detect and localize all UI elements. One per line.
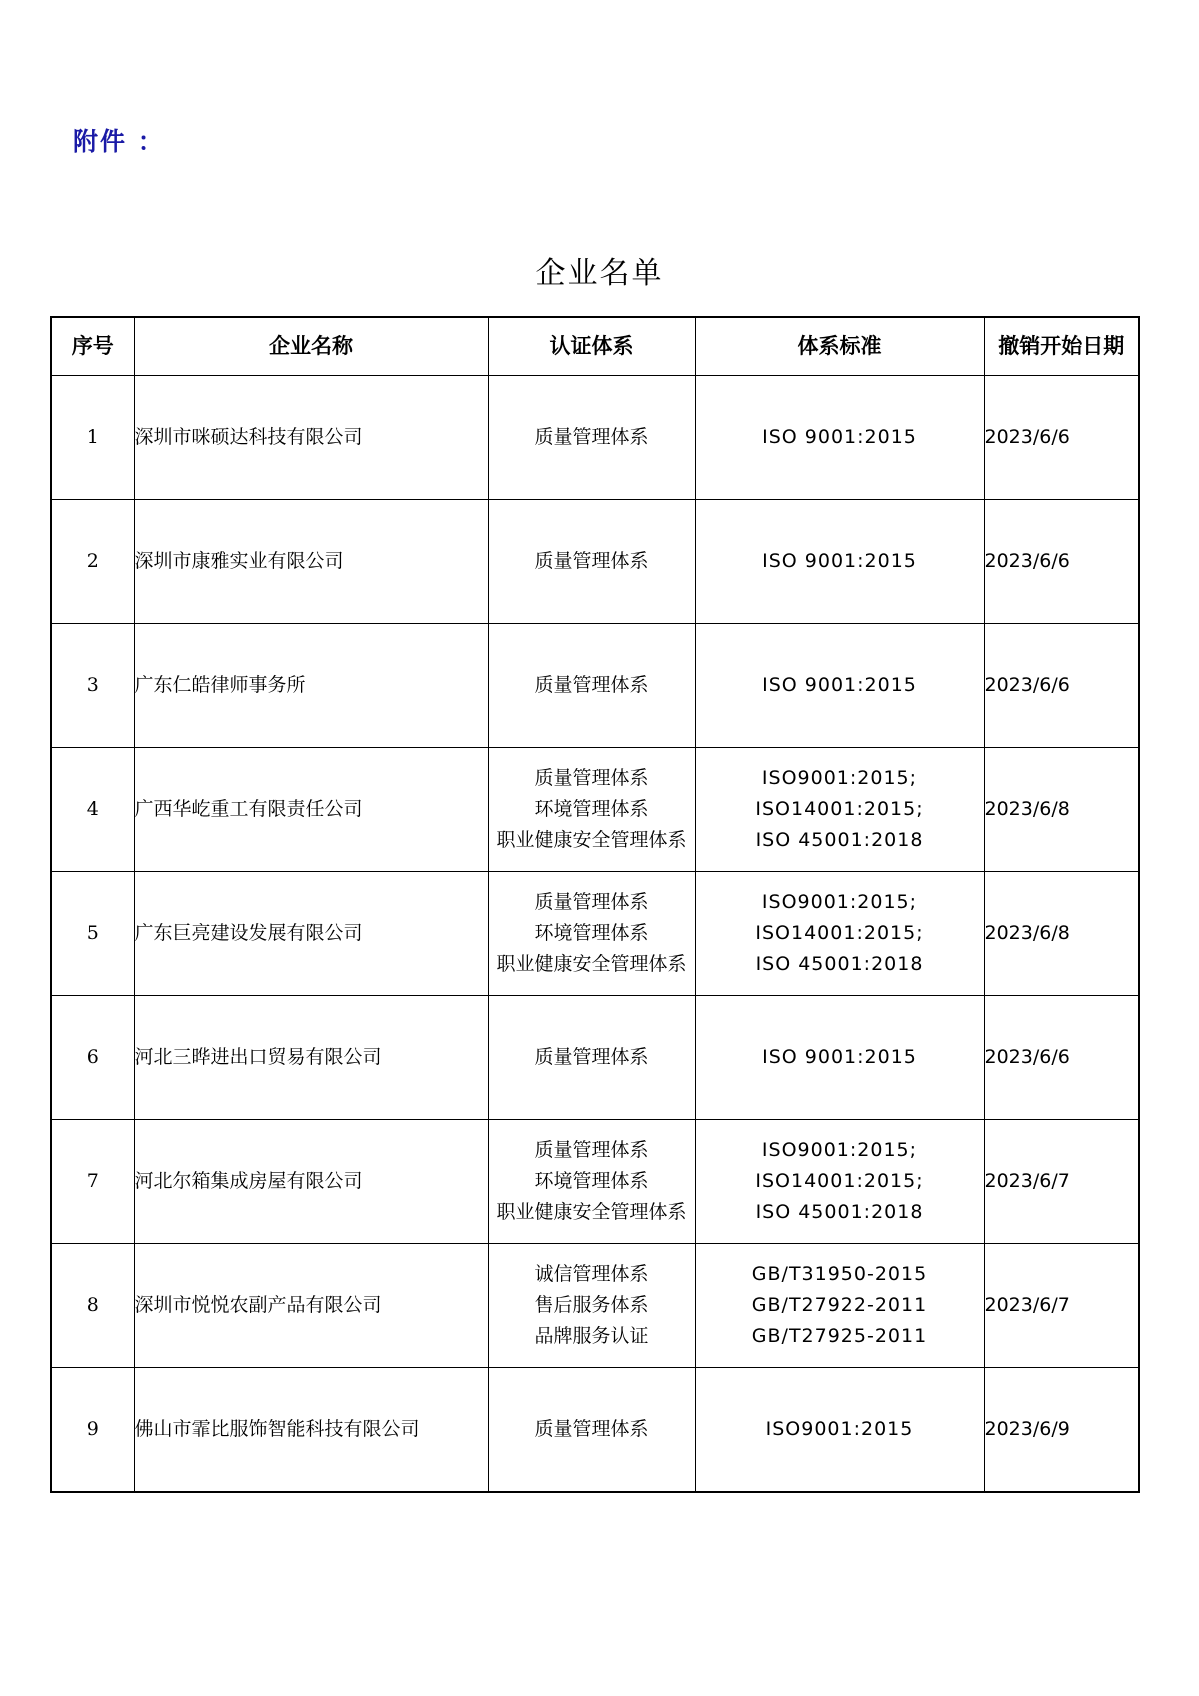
- cert-system-line: 职业健康安全管理体系: [496, 829, 687, 851]
- cert-system-line: 环境管理体系: [534, 1170, 649, 1192]
- cell-company-name: 佛山市霏比服饰智能科技有限公司: [134, 1368, 488, 1493]
- header-revoke-date: 撤销开始日期: [984, 317, 1139, 376]
- header-cert-system: 认证体系: [488, 317, 695, 376]
- table-row: [51, 1368, 1139, 1493]
- page-title: 企业名单: [535, 256, 664, 291]
- cell-seq: 1: [51, 376, 134, 500]
- cell-standard: [695, 500, 984, 624]
- cert-system-line: 售后服务体系: [534, 1294, 649, 1316]
- cell-revoke-date: 2023/6/6: [984, 624, 1139, 748]
- cell-standard: [695, 624, 984, 748]
- cell-cert-system: [488, 872, 695, 996]
- cell-standard: [695, 748, 984, 872]
- standard-line: ISO9001:2015;: [761, 767, 918, 789]
- cell-seq: 3: [51, 624, 134, 748]
- cert-system-line: 质量管理体系: [534, 1139, 649, 1161]
- standard-line: GB/T31950-2015: [751, 1263, 928, 1285]
- cell-company-name: 广东巨亮建设发展有限公司: [134, 872, 488, 996]
- cell-revoke-date: 2023/6/7: [984, 1244, 1139, 1368]
- header-company-name: 企业名称: [134, 317, 488, 376]
- cert-system-line: 诚信管理体系: [534, 1263, 649, 1285]
- cert-system-line: 环境管理体系: [534, 798, 649, 820]
- table-body: [51, 376, 1139, 1493]
- cell-company-name: 广西华屹重工有限责任公司: [134, 748, 488, 872]
- cert-system-line: 质量管理体系: [534, 1418, 649, 1440]
- cert-system-line: 环境管理体系: [534, 922, 649, 944]
- company-table: [50, 316, 1140, 1493]
- standard-line: ISO9001:2015;: [761, 891, 918, 913]
- cell-revoke-date: 2023/6/6: [984, 500, 1139, 624]
- cell-revoke-date: 2023/6/6: [984, 376, 1139, 500]
- cell-cert-system: [488, 500, 695, 624]
- cell-company-name: 深圳市悦悦农副产品有限公司: [134, 1244, 488, 1368]
- cert-system-line: 职业健康安全管理体系: [496, 1201, 687, 1223]
- cell-standard: [695, 376, 984, 500]
- attachment-label: 附件 ：: [73, 127, 165, 156]
- cell-company-name: 河北三晔进出口贸易有限公司: [134, 996, 488, 1120]
- cell-revoke-date: 2023/6/8: [984, 748, 1139, 872]
- cell-cert-system: [488, 624, 695, 748]
- cell-cert-system: [488, 1120, 695, 1244]
- table-row: [51, 376, 1139, 500]
- standard-line: ISO 45001:2018: [755, 1201, 924, 1223]
- standard-line: ISO 9001:2015: [762, 1046, 917, 1068]
- cell-cert-system: [488, 748, 695, 872]
- cell-company-name: 广东仁皓律师事务所: [134, 624, 488, 748]
- cert-system-line: 质量管理体系: [534, 1046, 649, 1068]
- standard-line: ISO14001:2015;: [755, 1170, 924, 1192]
- standard-line: ISO9001:2015: [765, 1418, 914, 1440]
- cert-system-line: 品牌服务认证: [534, 1325, 649, 1347]
- cell-standard: [695, 1244, 984, 1368]
- cell-seq: 8: [51, 1244, 134, 1368]
- table-row: [51, 748, 1139, 872]
- table-row: [51, 996, 1139, 1120]
- standard-line: GB/T27922-2011: [751, 1294, 928, 1316]
- standard-line: ISO 9001:2015: [762, 550, 917, 572]
- cell-company-name: 深圳市咪硕达科技有限公司: [134, 376, 488, 500]
- standard-line: ISO 9001:2015: [762, 674, 917, 696]
- cell-seq: 5: [51, 872, 134, 996]
- cert-system-line: 质量管理体系: [534, 767, 649, 789]
- cert-system-line: 质量管理体系: [534, 891, 649, 913]
- cell-cert-system: [488, 1368, 695, 1493]
- header-standard: 体系标准: [695, 317, 984, 376]
- cert-system-line: 质量管理体系: [534, 550, 649, 572]
- cert-system-line: 质量管理体系: [534, 426, 649, 448]
- cell-standard: [695, 872, 984, 996]
- standard-line: ISO 45001:2018: [755, 829, 924, 851]
- cell-standard: [695, 1368, 984, 1493]
- standard-line: ISO14001:2015;: [755, 798, 924, 820]
- table-row: [51, 1120, 1139, 1244]
- table-row: [51, 1244, 1139, 1368]
- cell-standard: [695, 1120, 984, 1244]
- cell-seq: 7: [51, 1120, 134, 1244]
- cell-seq: 6: [51, 996, 134, 1120]
- cell-cert-system: [488, 1244, 695, 1368]
- cell-seq: 9: [51, 1368, 134, 1493]
- cell-standard: [695, 996, 984, 1120]
- standard-line: GB/T27925-2011: [751, 1325, 928, 1347]
- standard-line: ISO9001:2015;: [761, 1139, 918, 1161]
- header-seq: 序号: [51, 317, 134, 376]
- cell-company-name: 河北尔箱集成房屋有限公司: [134, 1120, 488, 1244]
- table-row: [51, 624, 1139, 748]
- standard-line: ISO 9001:2015: [762, 426, 917, 448]
- cell-revoke-date: 2023/6/9: [984, 1368, 1139, 1493]
- standard-line: ISO 45001:2018: [755, 953, 924, 975]
- cell-revoke-date: 2023/6/8: [984, 872, 1139, 996]
- cell-seq: 4: [51, 748, 134, 872]
- cell-cert-system: [488, 996, 695, 1120]
- table-row: [51, 500, 1139, 624]
- cell-cert-system: [488, 376, 695, 500]
- cert-system-line: 质量管理体系: [534, 674, 649, 696]
- cell-revoke-date: 2023/6/6: [984, 996, 1139, 1120]
- cert-system-line: 职业健康安全管理体系: [496, 953, 687, 975]
- table-header-row: [51, 317, 1139, 376]
- cell-revoke-date: 2023/6/7: [984, 1120, 1139, 1244]
- cell-seq: 2: [51, 500, 134, 624]
- standard-line: ISO14001:2015;: [755, 922, 924, 944]
- table-row: [51, 872, 1139, 996]
- cell-company-name: 深圳市康雅实业有限公司: [134, 500, 488, 624]
